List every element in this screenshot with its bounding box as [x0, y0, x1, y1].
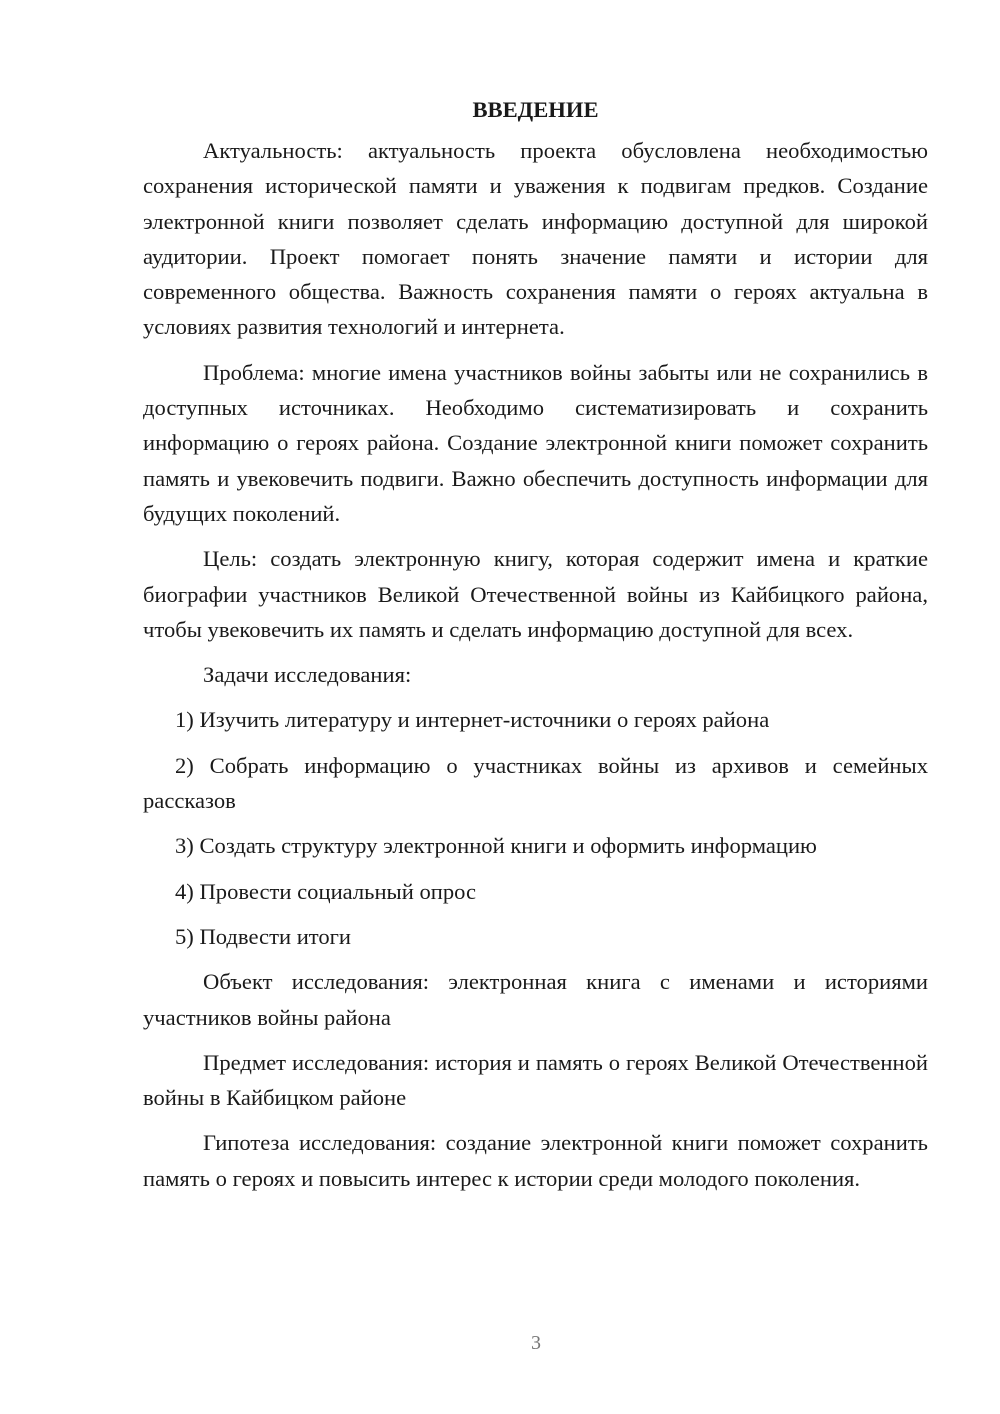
tasks-heading: Задачи исследования:	[203, 662, 412, 688]
subject-paragraph: Предмет исследования: история и память о героях Великой Отечественной войны в Кайбицком районе	[143, 1049, 928, 1111]
task-item: 4) Провести социальный опрос	[175, 878, 477, 904]
page-title: ВВЕДЕНИЕ	[472, 97, 599, 122]
task-item: 5) Подвести итоги	[175, 923, 352, 949]
task-item: 1) Изучить литературу и интернет-источники о героях района	[175, 707, 770, 733]
page-content	[143, 92, 928, 1196]
page-number: 3	[531, 1332, 541, 1354]
relevance-paragraph: Актуальность: актуальность проекта обусловлена необходимостью сохранения исторической памяти и уважения к подвигам предков. Создание электронной книги позволяет сделать информацию доступной для широкой аудитории. Проект помогает понять значение памяти и истории для современного общества. Важность сохранения памяти о героях актуальна в условиях развития технологий и интернета.	[143, 138, 928, 340]
hypothesis-paragraph: Гипотеза исследования: создание электронной книги поможет сохранить память о героях и повысить интерес к истории среди молодого поколения.	[143, 1130, 928, 1191]
tasks-list	[143, 702, 928, 954]
problem-paragraph: Проблема: многие имена участников войны забыты или не сохранились в доступных источниках. Необходимо систематизировать и сохранить информацию о героях района. Создание электронной книги поможет сохранить память и увековечить подвиги. Важно обеспечить доступность информации для будущих поколений.	[143, 359, 928, 526]
object-paragraph: Объект исследования: электронная книга с именами и историями участников войны района	[143, 969, 928, 1030]
task-item: 3) Создать структуру электронной книги и оформить информацию	[175, 833, 817, 859]
task-item: 2) Собрать информацию о участниках войны из архивов и семейных рассказов	[143, 752, 928, 814]
goal-paragraph: Цель: создать электронную книгу, которая содержит имена и краткие биографии участников Великой Отечественной войны из Кайбицкого района, чтобы увековечить их память и сделать информацию доступной для всех.	[143, 546, 928, 642]
